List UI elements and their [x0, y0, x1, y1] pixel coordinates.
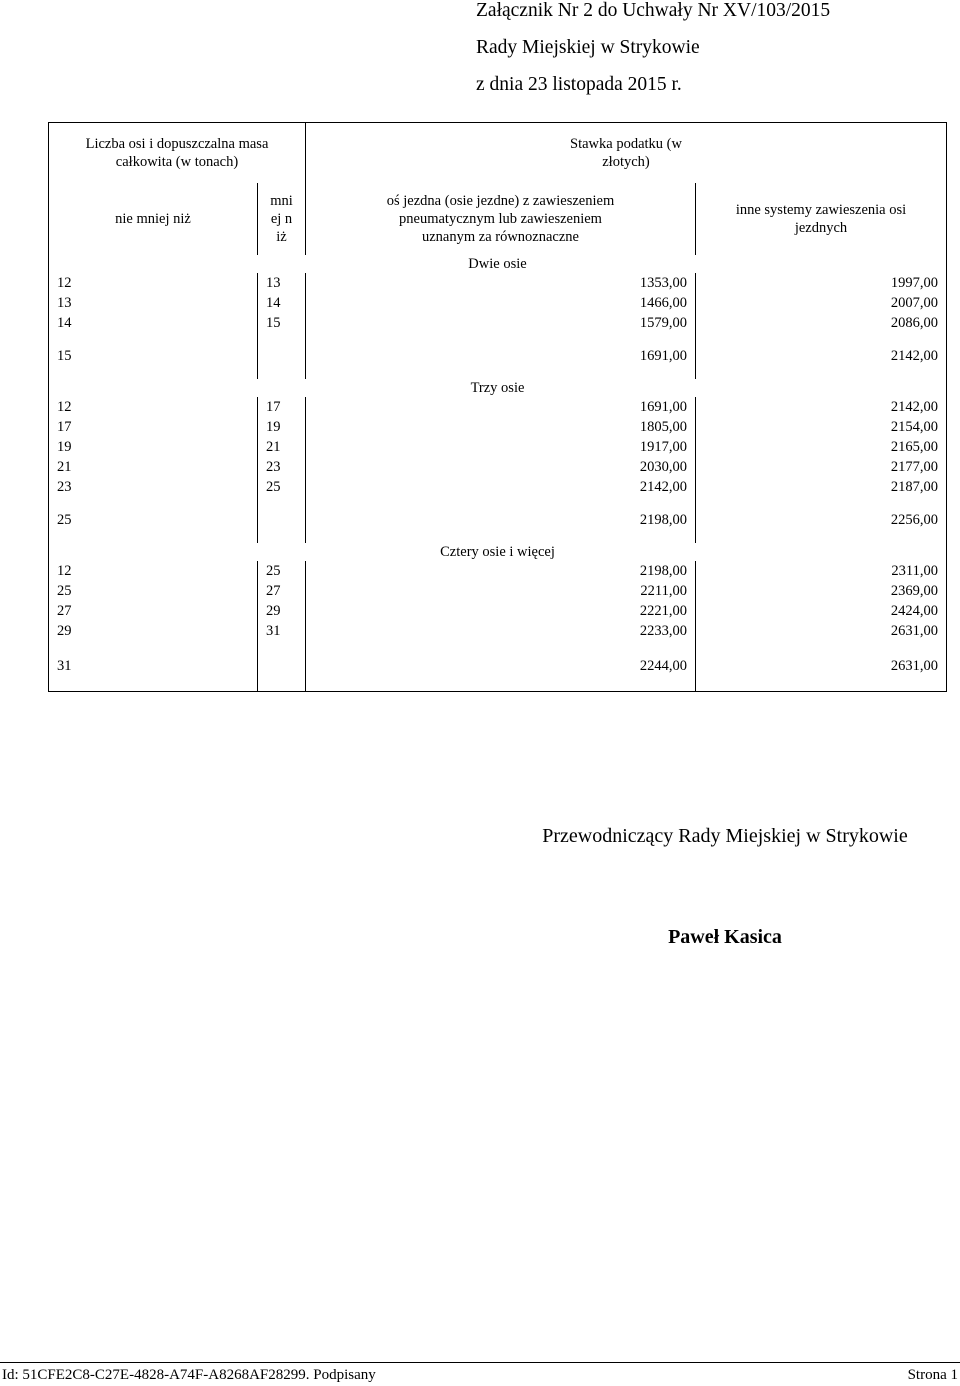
max-mass-cell	[258, 333, 306, 379]
other-rate-cell: 2165,00	[696, 437, 947, 457]
table-row	[49, 437, 947, 457]
other-rate-cell: 2154,00	[696, 417, 947, 437]
min-mass-header: nie mniej niż	[115, 211, 191, 227]
pneumatic-rate-cell: 2030,00	[306, 457, 696, 477]
tax-rate-header: Stawka podatku (w złotych)	[306, 123, 947, 184]
section-title: Cztery osie i więcej	[440, 544, 555, 560]
max-mass-cell: 29	[258, 601, 306, 621]
table-row	[49, 457, 947, 477]
min-mass-cell: 31	[57, 658, 72, 674]
other-rate-cell: 1997,00	[696, 273, 947, 293]
min-mass-cell: 29	[57, 623, 72, 639]
pneumatic-rate-cell: 2142,00	[306, 477, 696, 497]
signatory-title: Przewodniczący Rady Miejskiej w Strykowie	[542, 825, 908, 847]
pneumatic-rate-cell: 2198,00	[306, 561, 696, 581]
max-mass-cell: 27	[258, 581, 306, 601]
min-mass-cell: 21	[57, 459, 72, 475]
table-row	[49, 417, 947, 437]
table-row	[49, 333, 947, 379]
other-rate-cell: 2007,00	[696, 293, 947, 313]
axle-mass-header: Liczba osi i dopuszczalna masa całkowita (w tonach)	[85, 136, 269, 170]
min-mass-cell: 15	[57, 348, 72, 364]
page-number: Strona 1	[907, 1367, 958, 1383]
pneumatic-rate-cell: 1805,00	[306, 417, 696, 437]
other-rate-cell: 2256,00	[696, 497, 947, 543]
other-rate-cell: 2177,00	[696, 457, 947, 477]
max-mass-cell: 25	[258, 477, 306, 497]
min-mass-cell: 12	[57, 563, 72, 579]
other-rate-cell: 2369,00	[696, 581, 947, 601]
other-rate-cell: 2424,00	[696, 601, 947, 621]
min-mass-cell: 17	[57, 419, 72, 435]
min-mass-cell: 19	[57, 439, 72, 455]
table-row	[49, 313, 947, 333]
pneumatic-rate-cell: 2244,00	[306, 641, 696, 692]
other-rate-cell: 2142,00	[696, 333, 947, 379]
max-mass-header: mni ej niż	[258, 183, 306, 255]
other-rate-cell: 2631,00	[696, 621, 947, 641]
table-row	[49, 561, 947, 581]
min-mass-cell: 27	[57, 603, 72, 619]
pneumatic-rate-cell: 1353,00	[306, 273, 696, 293]
pneumatic-rate-cell: 2198,00	[306, 497, 696, 543]
table-row	[49, 621, 947, 641]
tax-rate-table	[48, 122, 947, 692]
signatory-name: Paweł Kasica	[668, 926, 782, 948]
min-mass-cell: 25	[57, 583, 72, 599]
pneumatic-rate-cell: 1691,00	[306, 397, 696, 417]
table-row	[49, 273, 947, 293]
pneumatic-rate-cell: 2211,00	[306, 581, 696, 601]
pneumatic-rate-cell: 1466,00	[306, 293, 696, 313]
table-row	[49, 641, 947, 692]
resolution-date: z dnia 23 listopada 2015 r.	[476, 74, 682, 95]
max-mass-cell: 15	[258, 313, 306, 333]
other-rate-cell: 2142,00	[696, 397, 947, 417]
other-rate-cell: 2311,00	[696, 561, 947, 581]
max-mass-cell: 23	[258, 457, 306, 477]
table-row	[49, 581, 947, 601]
section-title: Trzy osie	[470, 380, 525, 396]
table-row	[49, 477, 947, 497]
pneumatic-rate-cell: 1917,00	[306, 437, 696, 457]
table-row	[49, 601, 947, 621]
section-title: Dwie osie	[468, 256, 527, 272]
other-rate-cell: 2187,00	[696, 477, 947, 497]
min-mass-cell: 12	[57, 275, 72, 291]
table-row	[49, 293, 947, 313]
min-mass-cell: 13	[57, 295, 72, 311]
pneumatic-rate-cell: 1691,00	[306, 333, 696, 379]
max-mass-cell: 19	[258, 417, 306, 437]
other-rate-cell: 2631,00	[696, 641, 947, 692]
attachment-title: Załącznik Nr 2 do Uchwały Nr XV/103/2015	[476, 0, 831, 21]
max-mass-cell: 31	[258, 621, 306, 641]
pneumatic-rate-cell: 2233,00	[306, 621, 696, 641]
pneumatic-rate-cell: 2221,00	[306, 601, 696, 621]
min-mass-cell: 23	[57, 479, 72, 495]
pneumatic-suspension-header: oś jezdna (osie jezdne) z zawieszeniem pneumatycznym lub zawieszeniem uznanym za równoznaczne	[306, 183, 696, 255]
table-row	[49, 397, 947, 417]
min-mass-cell: 12	[57, 399, 72, 415]
max-mass-cell: 25	[258, 561, 306, 581]
document-id: Id: 51CFE2C8-C27E-4828-A74F-A8268AF28299. Podpisany	[2, 1367, 376, 1383]
max-mass-cell: 17	[258, 397, 306, 417]
other-rate-cell: 2086,00	[696, 313, 947, 333]
max-mass-cell: 14	[258, 293, 306, 313]
min-mass-cell: 14	[57, 315, 72, 331]
other-suspension-header: inne systemy zawieszenia osi jezdnych	[696, 183, 947, 255]
page-footer	[0, 1362, 960, 1386]
table-row	[49, 497, 947, 543]
min-mass-cell: 25	[57, 512, 72, 528]
max-mass-cell: 13	[258, 273, 306, 293]
council-name: Rady Miejskiej w Strykowie	[476, 37, 700, 58]
pneumatic-rate-cell: 1579,00	[306, 313, 696, 333]
max-mass-cell: 21	[258, 437, 306, 457]
max-mass-cell	[258, 641, 306, 692]
max-mass-cell	[258, 497, 306, 543]
